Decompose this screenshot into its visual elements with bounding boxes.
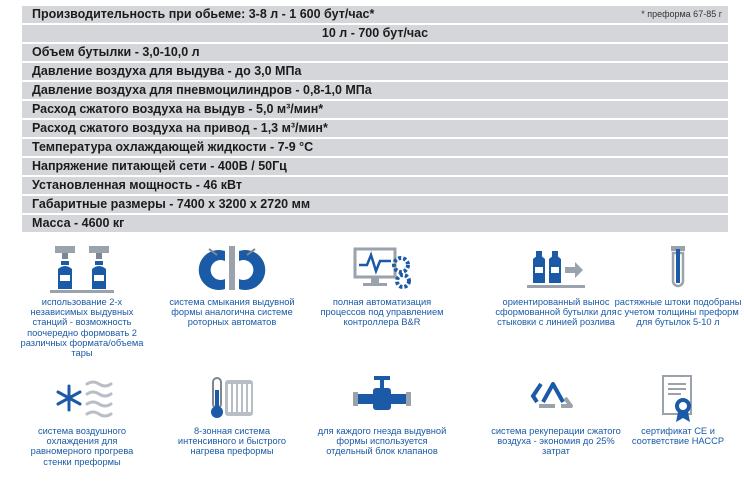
feature-air-recuperation: система рекуперации сжатого воздуха - экономия до 25% затрат — [490, 372, 622, 457]
valve-block-icon — [347, 372, 417, 424]
feature-valve-block: для каждого гнезда выдувной формы используется отдельный блок клапанов — [316, 372, 448, 457]
snowflake-cooling-icon — [47, 372, 117, 424]
feature-mold-closing: система смыкания выдувной формы аналогична системе роторных автоматов — [166, 243, 298, 328]
spec-row: Производительность при обьеме: 3-8 л - 1 600 бут/час* * преформа 67-85 г — [22, 6, 728, 23]
feature-certificate: сертификат СЕ и соответствие НАССР — [612, 372, 744, 446]
feature-bottle-output: ориентированный вынос сформованной бутылки для стыковки с линией розлива — [490, 243, 622, 328]
spec-row: Масса - 4600 кг — [22, 215, 728, 232]
certificate-icon — [643, 372, 713, 424]
spec-row: Давление воздуха для пневмоцилиндров - 0,8-1,0 МПа — [22, 82, 728, 99]
feature-two-stations: использование 2-х независимых выдувных станций - возможность поочередно формовать 2 различных формата/объема тары — [16, 243, 148, 358]
spec-row: Расход сжатого воздуха на привод - 1,3 м³/мин* — [22, 120, 728, 137]
feature-heating: 8-зонная система интенсивного и быстрого нагрева преформы — [166, 372, 298, 457]
stretch-rod-icon — [643, 243, 713, 295]
spec-row: Установленная мощность - 46 кВт — [22, 177, 728, 194]
spec-row: 10 л - 700 бут/час — [22, 25, 728, 42]
feature-automation: полная автоматизация процессов под управлением контроллера B&R — [316, 243, 448, 328]
specs-table — [22, 6, 728, 234]
automation-monitor-icon — [347, 243, 417, 295]
heating-oven-icon — [197, 372, 267, 424]
spec-row: Габаритные размеры - 7400 х 3200 х 2720 мм — [22, 196, 728, 213]
spec-row: Температура охлаждающей жидкости - 7-9 °С — [22, 139, 728, 156]
feature-air-cooling: система воздушного охлаждения для равномерного прогрева стенки преформы — [16, 372, 148, 467]
spec-row: Напряжение питающей сети - 400В / 50Гц — [22, 158, 728, 175]
recuperation-arrows-icon — [521, 372, 591, 424]
mold-closing-icon — [197, 243, 267, 295]
spec-row: Расход сжатого воздуха на выдув - 5,0 м³/мин* — [22, 101, 728, 118]
feature-stretch-rods: растяжные штоки подобраны с учетом толщины преформ для бутылок 5-10 л — [612, 243, 744, 328]
preform-note: * преформа 67-85 г — [641, 9, 722, 19]
bottles-conveyor-icon — [521, 243, 591, 295]
two-bottles-stations-icon — [47, 243, 117, 295]
spec-row: Объем бутылки - 3,0-10,0 л — [22, 44, 728, 61]
spec-row: Давление воздуха для выдува - до 3,0 МПа — [22, 63, 728, 80]
